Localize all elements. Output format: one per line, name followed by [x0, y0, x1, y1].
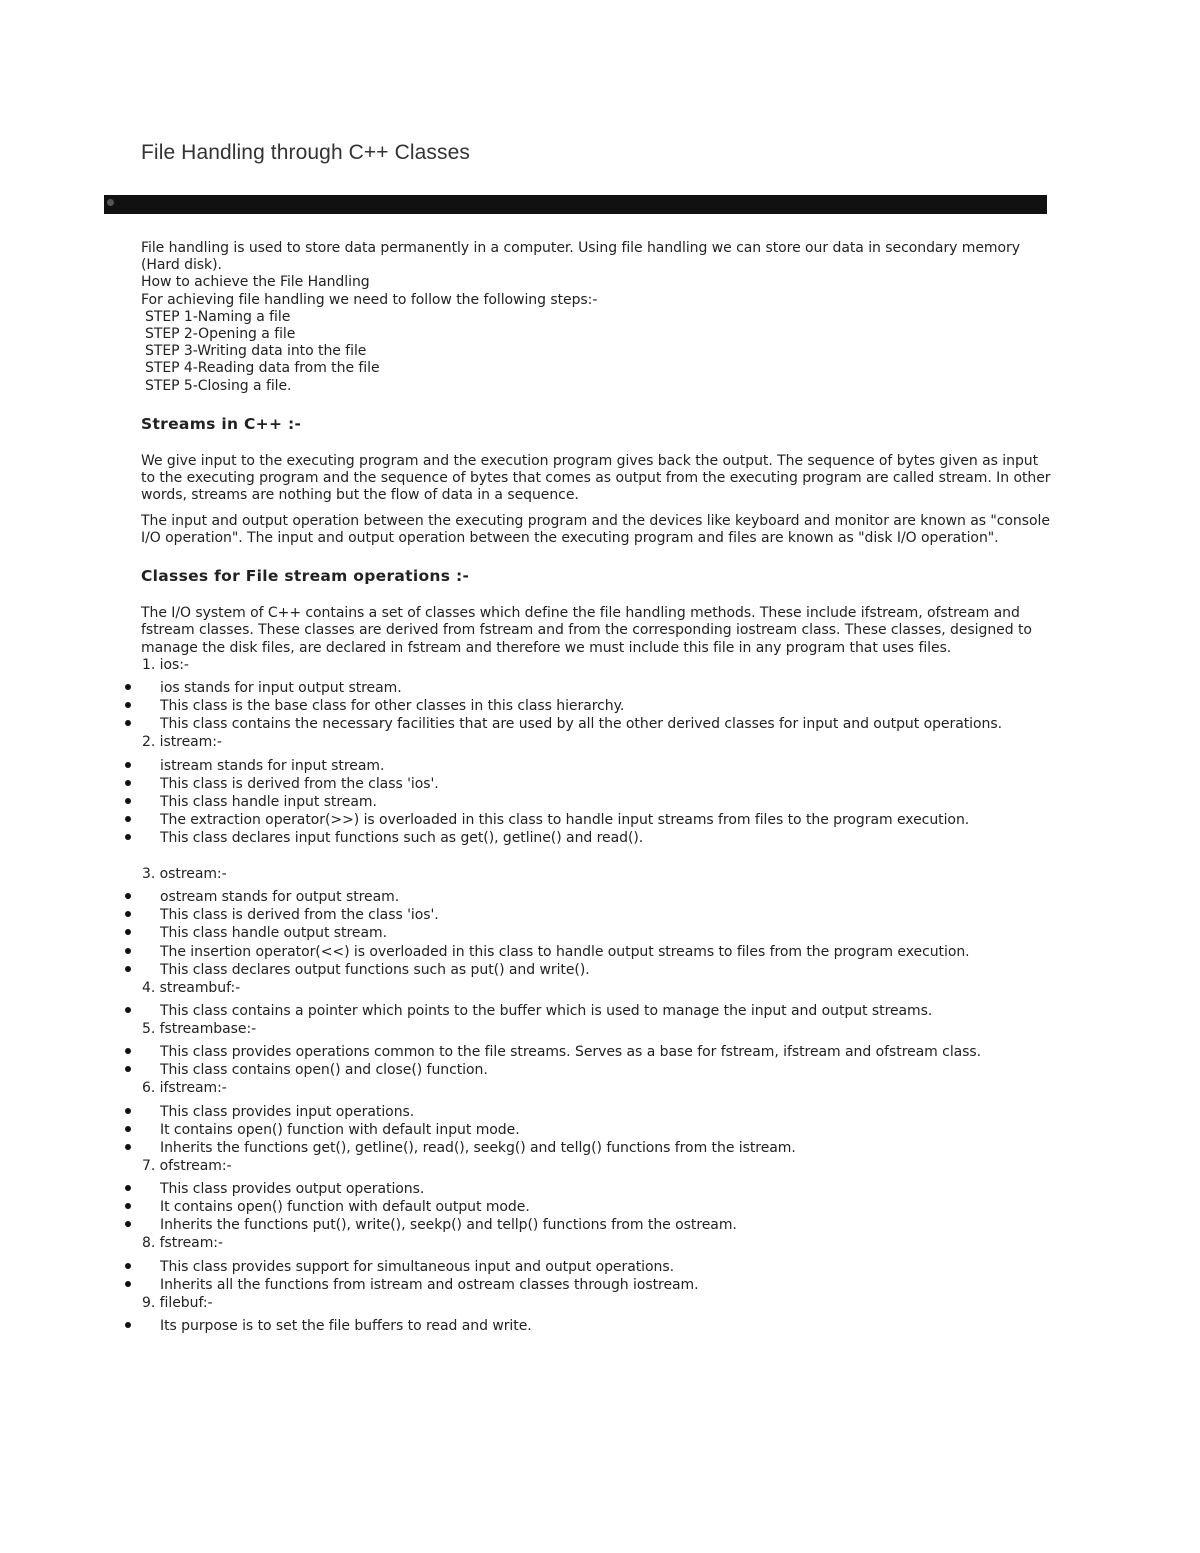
list-item: It contains open() function with default output mode.	[141, 1199, 1056, 1216]
list-item: This class handle input stream.	[141, 794, 1056, 811]
class-title-ofstream: 7. ofstream:-	[142, 1157, 232, 1174]
list-item: Inherits all the functions from istream and ostream classes through iostream.	[141, 1277, 1056, 1294]
classes-heading: Classes for File stream operations :-	[141, 567, 470, 586]
streams-heading: Streams in C++ :-	[141, 414, 302, 433]
list-item: This class contains a pointer which points to the buffer which is used to manage the input and output streams.	[141, 1003, 1056, 1020]
list-item: This class provides input operations.	[141, 1104, 1056, 1121]
class-title-istream: 2. istream:-	[142, 734, 222, 751]
class-title-filebuf: 9. filebuf:-	[142, 1294, 213, 1311]
step-item: STEP 5-Closing a file.	[145, 377, 292, 394]
intro-steps-lead: For achieving file handling we need to follow the following steps:-	[141, 291, 598, 308]
classes-paragraph: The I/O system of C++ contains a set of classes which define the file handling methods. These include ifstream, ofstream and fstream classes. These classes are derived from fstream and from the corresponding iostream class. These classes, designed to manage the disk files, are declared in fstream and therefore we must include this file in any program that uses files.	[141, 605, 1032, 656]
step-item: STEP 3-Writing data into the file	[145, 343, 367, 360]
list-item: This class declares output functions such as put() and write().	[141, 962, 1056, 979]
class-title-ostream: 3. ostream:-	[142, 866, 227, 883]
class-bullets-ofstream	[141, 1181, 1056, 1234]
page-title: File Handling through C++ Classes	[141, 141, 470, 164]
class-title-ios: 1. ios:-	[142, 656, 189, 673]
step-item: STEP 4-Reading data from the file	[145, 360, 380, 377]
document-body	[141, 240, 1056, 1336]
list-item: The extraction operator(>>) is overloaded in this class to handle input streams from files to the program execution.	[141, 812, 1056, 829]
list-item: This class handle output stream.	[141, 925, 1056, 942]
list-item: This class contains the necessary facilities that are used by all the other derived classes for input and output operations.	[141, 716, 1056, 733]
class-title-fstreambase: 5. fstreambase:-	[142, 1020, 257, 1037]
list-item: This class provides operations common to the file streams. Serves as a base for fstream, ifstream and ofstream class.	[141, 1044, 1056, 1061]
list-item: It contains open() function with default input mode.	[141, 1122, 1056, 1139]
list-item: This class contains open() and close() function.	[141, 1062, 1056, 1079]
list-item: ostream stands for output stream.	[141, 889, 1056, 906]
class-title-fstream: 8. fstream:-	[142, 1235, 223, 1252]
class-bullets-ifstream	[141, 1104, 1056, 1157]
title-divider-bar	[104, 195, 1047, 214]
list-item: This class provides output operations.	[141, 1181, 1056, 1198]
intro-paragraph: File handling is used to store data permanently in a computer. Using file handling we can store our data in secondary memory (Hard disk).	[141, 240, 1020, 274]
class-bullets-streambuf	[141, 1003, 1056, 1020]
class-bullets-ostream	[141, 889, 1056, 979]
class-bullets-istream	[141, 758, 1056, 848]
class-bullets-fstreambase	[141, 1044, 1056, 1079]
list-item: This class is derived from the class 'ios'.	[141, 907, 1056, 924]
class-title-streambuf: 4. streambuf:-	[142, 979, 241, 996]
step-item: STEP 2-Opening a file	[145, 326, 296, 343]
streams-paragraph: We give input to the executing program and the execution program gives back the output. The sequence of bytes given as input to the executing program and the sequence of bytes that comes as output from the executing program are called stream. In other words, streams are nothing but the flow of data in a sequence.	[141, 453, 1051, 504]
list-item: ios stands for input output stream.	[141, 680, 1056, 697]
list-item: This class is the base class for other classes in this class hierarchy.	[141, 698, 1056, 715]
class-bullets-ios	[141, 680, 1056, 733]
class-bullets-fstream	[141, 1259, 1056, 1294]
class-bullets-filebuf	[141, 1318, 1056, 1335]
list-item: Inherits the functions get(), getline(), read(), seekg() and tellg() functions from the istream.	[141, 1140, 1056, 1157]
list-item: This class is derived from the class 'ios'.	[141, 776, 1056, 793]
list-item: Its purpose is to set the file buffers to read and write.	[141, 1318, 1056, 1335]
bar-dot-icon	[107, 199, 114, 206]
intro-how-to: How to achieve the File Handling	[141, 274, 370, 291]
list-item: This class declares input functions such as get(), getline() and read().	[141, 830, 1056, 847]
step-item: STEP 1-Naming a file	[145, 308, 291, 325]
list-item: This class provides support for simultaneous input and output operations.	[141, 1259, 1056, 1276]
io-operation-paragraph: The input and output operation between the executing program and the devices like keyboard and monitor are known as "console I/O operation". The input and output operation between the executing program and files are known as "disk I/O operation".	[141, 512, 1050, 546]
list-item: istream stands for input stream.	[141, 758, 1056, 775]
class-title-ifstream: 6. ifstream:-	[142, 1080, 227, 1097]
list-item: Inherits the functions put(), write(), seekp() and tellp() functions from the ostream.	[141, 1217, 1056, 1234]
list-item: The insertion operator(<<) is overloaded in this class to handle output streams to files from the program execution.	[141, 944, 1056, 961]
